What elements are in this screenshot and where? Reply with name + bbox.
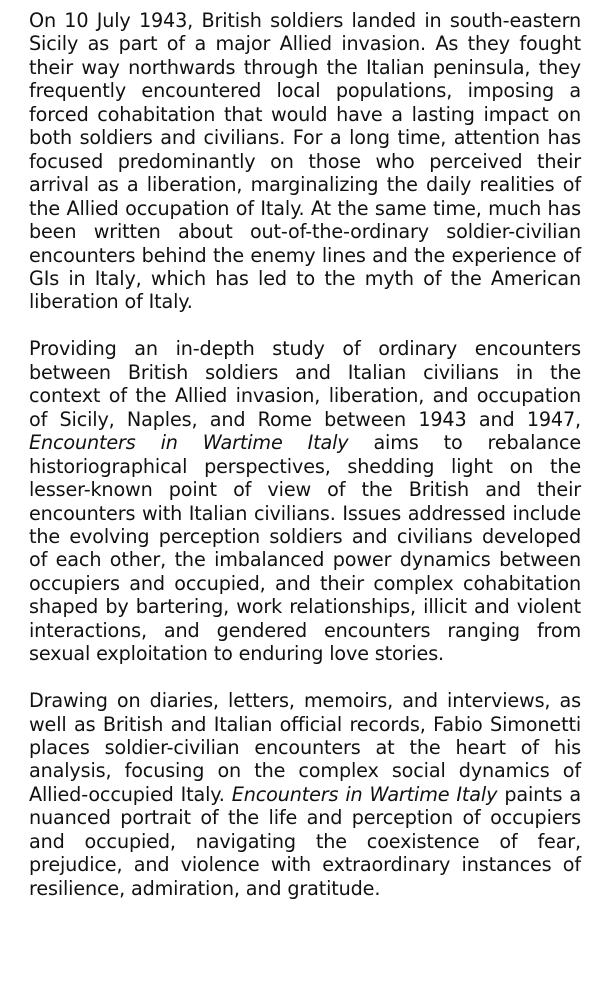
- paragraph-1-text: On 10 July 1943, British soldiers landed in south-eastern Sicily as part of a major Allied invasion. As they fought their way northwards through the Italian peninsula, they frequently encountered local populations, imposing a forced cohabitation that would have a lasting impact on both soldiers and civilians. For a long time, attention has focused predominantly on those who perceived their arrival as a liberation, marginalizing the daily realities of the Allied occupation of Italy. At the same time, much has been written about out-of-the-ordinary soldier-civilian encounters behind the enemy lines and the experience of GIs in Italy, which has led to the myth of the American liberation of Italy.: [29, 9, 581, 314]
- paragraph-2-text-part-1: Providing an in-depth study of ordinary encounters between British soldiers and Italian civilians in the context of the Allied invasion, liberation, and occupation of Sicily, Naples, and Rome between 1943 and 1947,: [29, 337, 581, 431]
- book-description: [29, 9, 581, 900]
- paragraph-2-text-part-2: aims to rebalance historiographical perspectives, shedding light on the lesser-known point of view of the British and their encounters with Italian civilians. Issues addressed include the evolving perception soldiers and civilians developed of each other, the imbalanced power dynamics between occupiers and occupied, and their complex cohabitation shaped by bartering, work relationships, illicit and violent interactions, and gendered encounters ranging from sexual exploitation to enduring love stories.: [29, 431, 581, 666]
- paragraph-1: [29, 9, 581, 314]
- paragraph-3-text-part-1: Drawing on diaries, letters, memoirs, and interviews, as well as British and Italian official records, Fabio Simonetti places soldier-civilian encounters at the heart of his analysis, focusing on the complex social dynamics of Allied-occupied Italy.: [29, 689, 581, 806]
- paragraph-3: [29, 689, 581, 900]
- book-title-italic: Encounters in Wartime Italy: [29, 431, 349, 455]
- book-title-italic: Encounters in Wartime Italy: [231, 782, 498, 806]
- paragraph-2: [29, 337, 581, 665]
- paragraph-3-text-part-2: paints a nuanced portrait of the life and perception of occupiers and occupied, navigating the coexistence of fear, prejudice, and violence with extraordinary instances of resilience, admiration, and gratitude.: [29, 782, 581, 900]
